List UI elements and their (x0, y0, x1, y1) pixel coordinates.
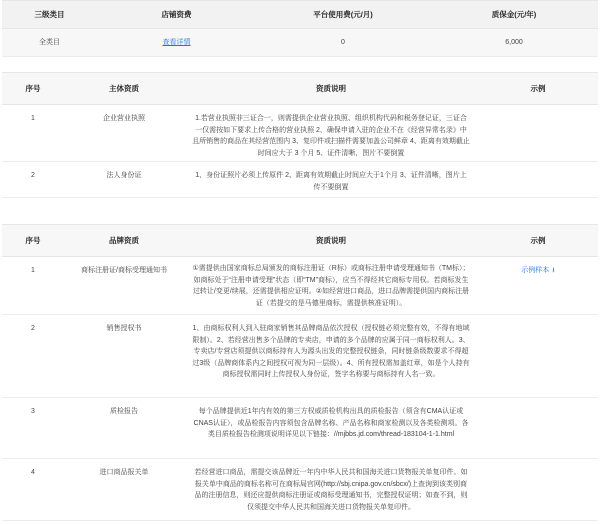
table-row (2, 459, 598, 521)
table-row (2, 257, 598, 315)
qualification-name: 进口商品报关单 (64, 459, 184, 521)
sample-label: 示例样本 (521, 267, 550, 274)
platform-fee-cell: 0 (256, 29, 430, 57)
row-number: 1 (2, 105, 64, 162)
table-row (2, 315, 598, 398)
example-cell (478, 459, 598, 521)
fee-table (2, 0, 598, 57)
header-description: 资质说明 (184, 73, 478, 105)
sample-download-link[interactable] (521, 267, 554, 274)
download-icon: ⭳ (552, 267, 555, 274)
fee-table-header (2, 1, 598, 29)
table-row (2, 162, 598, 198)
view-details-link[interactable]: 查看详情 (162, 38, 191, 46)
header-platform-fee: 平台使用费(元/月) (256, 1, 430, 29)
brand-qualification-table (2, 224, 598, 521)
row-number: 3 (2, 398, 64, 459)
header-no: 序号 (2, 225, 64, 257)
qualification-description: ①需提供由国家商标总局颁发的商标注册证（R标）或商标注册申请受理通知书（TM标）；如商标处于“注册申请受理”状态（即“TM”商标），应当不得经其它商标专用权。若商标发生过转让/变更/续展，还需提供相应证明。②如经营进口商品，进口品牌需提供国内商标注册证（若提交的是马德里商标，需提供核准证明）。 (184, 257, 478, 315)
qualification-description: 1、身份证照片必须上传原件 2、距离有效期截止时间应大于1个月 3、证件清晰，图片上传不要倒置 (184, 162, 478, 198)
table-row (2, 29, 598, 57)
header-brand: 品牌资质 (64, 225, 184, 257)
entity-qualification-table (2, 72, 598, 198)
header-entity: 主体资质 (64, 73, 184, 105)
example-cell (478, 398, 598, 459)
entity-table-header (2, 73, 598, 105)
qualification-name: 销售授权书 (64, 315, 184, 398)
deposit-cell: 6,000 (430, 29, 598, 57)
example-cell (478, 162, 598, 198)
qualification-name: 商标注册证/商标受理通知书 (64, 257, 184, 315)
header-description: 资质说明 (184, 225, 478, 257)
qualification-name: 质检报告 (64, 398, 184, 459)
header-deposit: 质保金(元/年) (430, 1, 598, 29)
header-category: 三级类目 (2, 1, 97, 29)
category-cell: 全类目 (2, 29, 97, 57)
table-row (2, 398, 598, 459)
example-cell (478, 257, 598, 315)
qualification-name: 企业营业执照 (64, 105, 184, 162)
row-number: 4 (2, 459, 64, 521)
qualification-description: 1、由商标权利人到入驻商家销售其品牌商品依次授权（授权链必须完整有效，不得有地域限制）。2、若经营出售多个品牌的专卖店，申请的多个品牌的应属于同一商标权利人。3、专卖店/专营店须提供以商标持有人为源头出发的完整授权链条，同时链条级数要求不得超过3级（品牌商体系内之间授权可视为同一层级）。4、所有授权需加盖红章，如是个人持有商标授权需同时上传授权人身份证，签字名称要与商标持有人名一致。 (184, 315, 478, 398)
header-example: 示例 (478, 225, 598, 257)
row-number: 2 (2, 162, 64, 198)
qualification-description: 1.若营业执照非三证合一，则需提供企业营业执照、组织机构代码和税务登记证，三证合一仅需按如下要求上传合格的营业执照 2、确保申请入驻的企业不在《经营异常名录》中且所销售的商品在其经营范围内 3、复印件或扫描件需要加盖公司鲜章 4、距离有效期截止时间应大于 3 个月 5、证件清晰，图片不要倒置 (184, 105, 478, 162)
fee-detail-cell (97, 29, 256, 57)
row-number: 1 (2, 257, 64, 315)
qualification-description: 每个品牌提供近1年内有效的第三方权威质检机构出具的质检报告（须含有CMA认证或CNAS认证），或品检报告内容须包含品牌名称、产品名称和商家检测以及各类检测项。各类目质检报告检测项说明详见以下链接：//mjbbs.jd.com/thread-183104-1-1.html (184, 398, 478, 459)
table-row (2, 105, 598, 162)
example-cell (478, 105, 598, 162)
header-no: 序号 (2, 73, 64, 105)
brand-table-header (2, 225, 598, 257)
qualification-description: 若经营进口商品，需提交该品牌近一年内中华人民共和国海关进口货物报关单复印件。如报关单中商品的商标名称可在商标局官网(http://sbj.cnipa.gov.cn/sbcx/)上查询到该类别商品的注册信息，则还应提供商标注册证或商标受理通知书，完整授权证明；如查不到，则仅须提交中华人民共和国海关进口货物报关单复印件。 (184, 459, 478, 521)
header-shop-fee: 店铺资费 (97, 1, 256, 29)
example-cell (478, 315, 598, 398)
header-example: 示例 (478, 73, 598, 105)
row-number: 2 (2, 315, 64, 398)
qualification-name: 法人身份证 (64, 162, 184, 198)
